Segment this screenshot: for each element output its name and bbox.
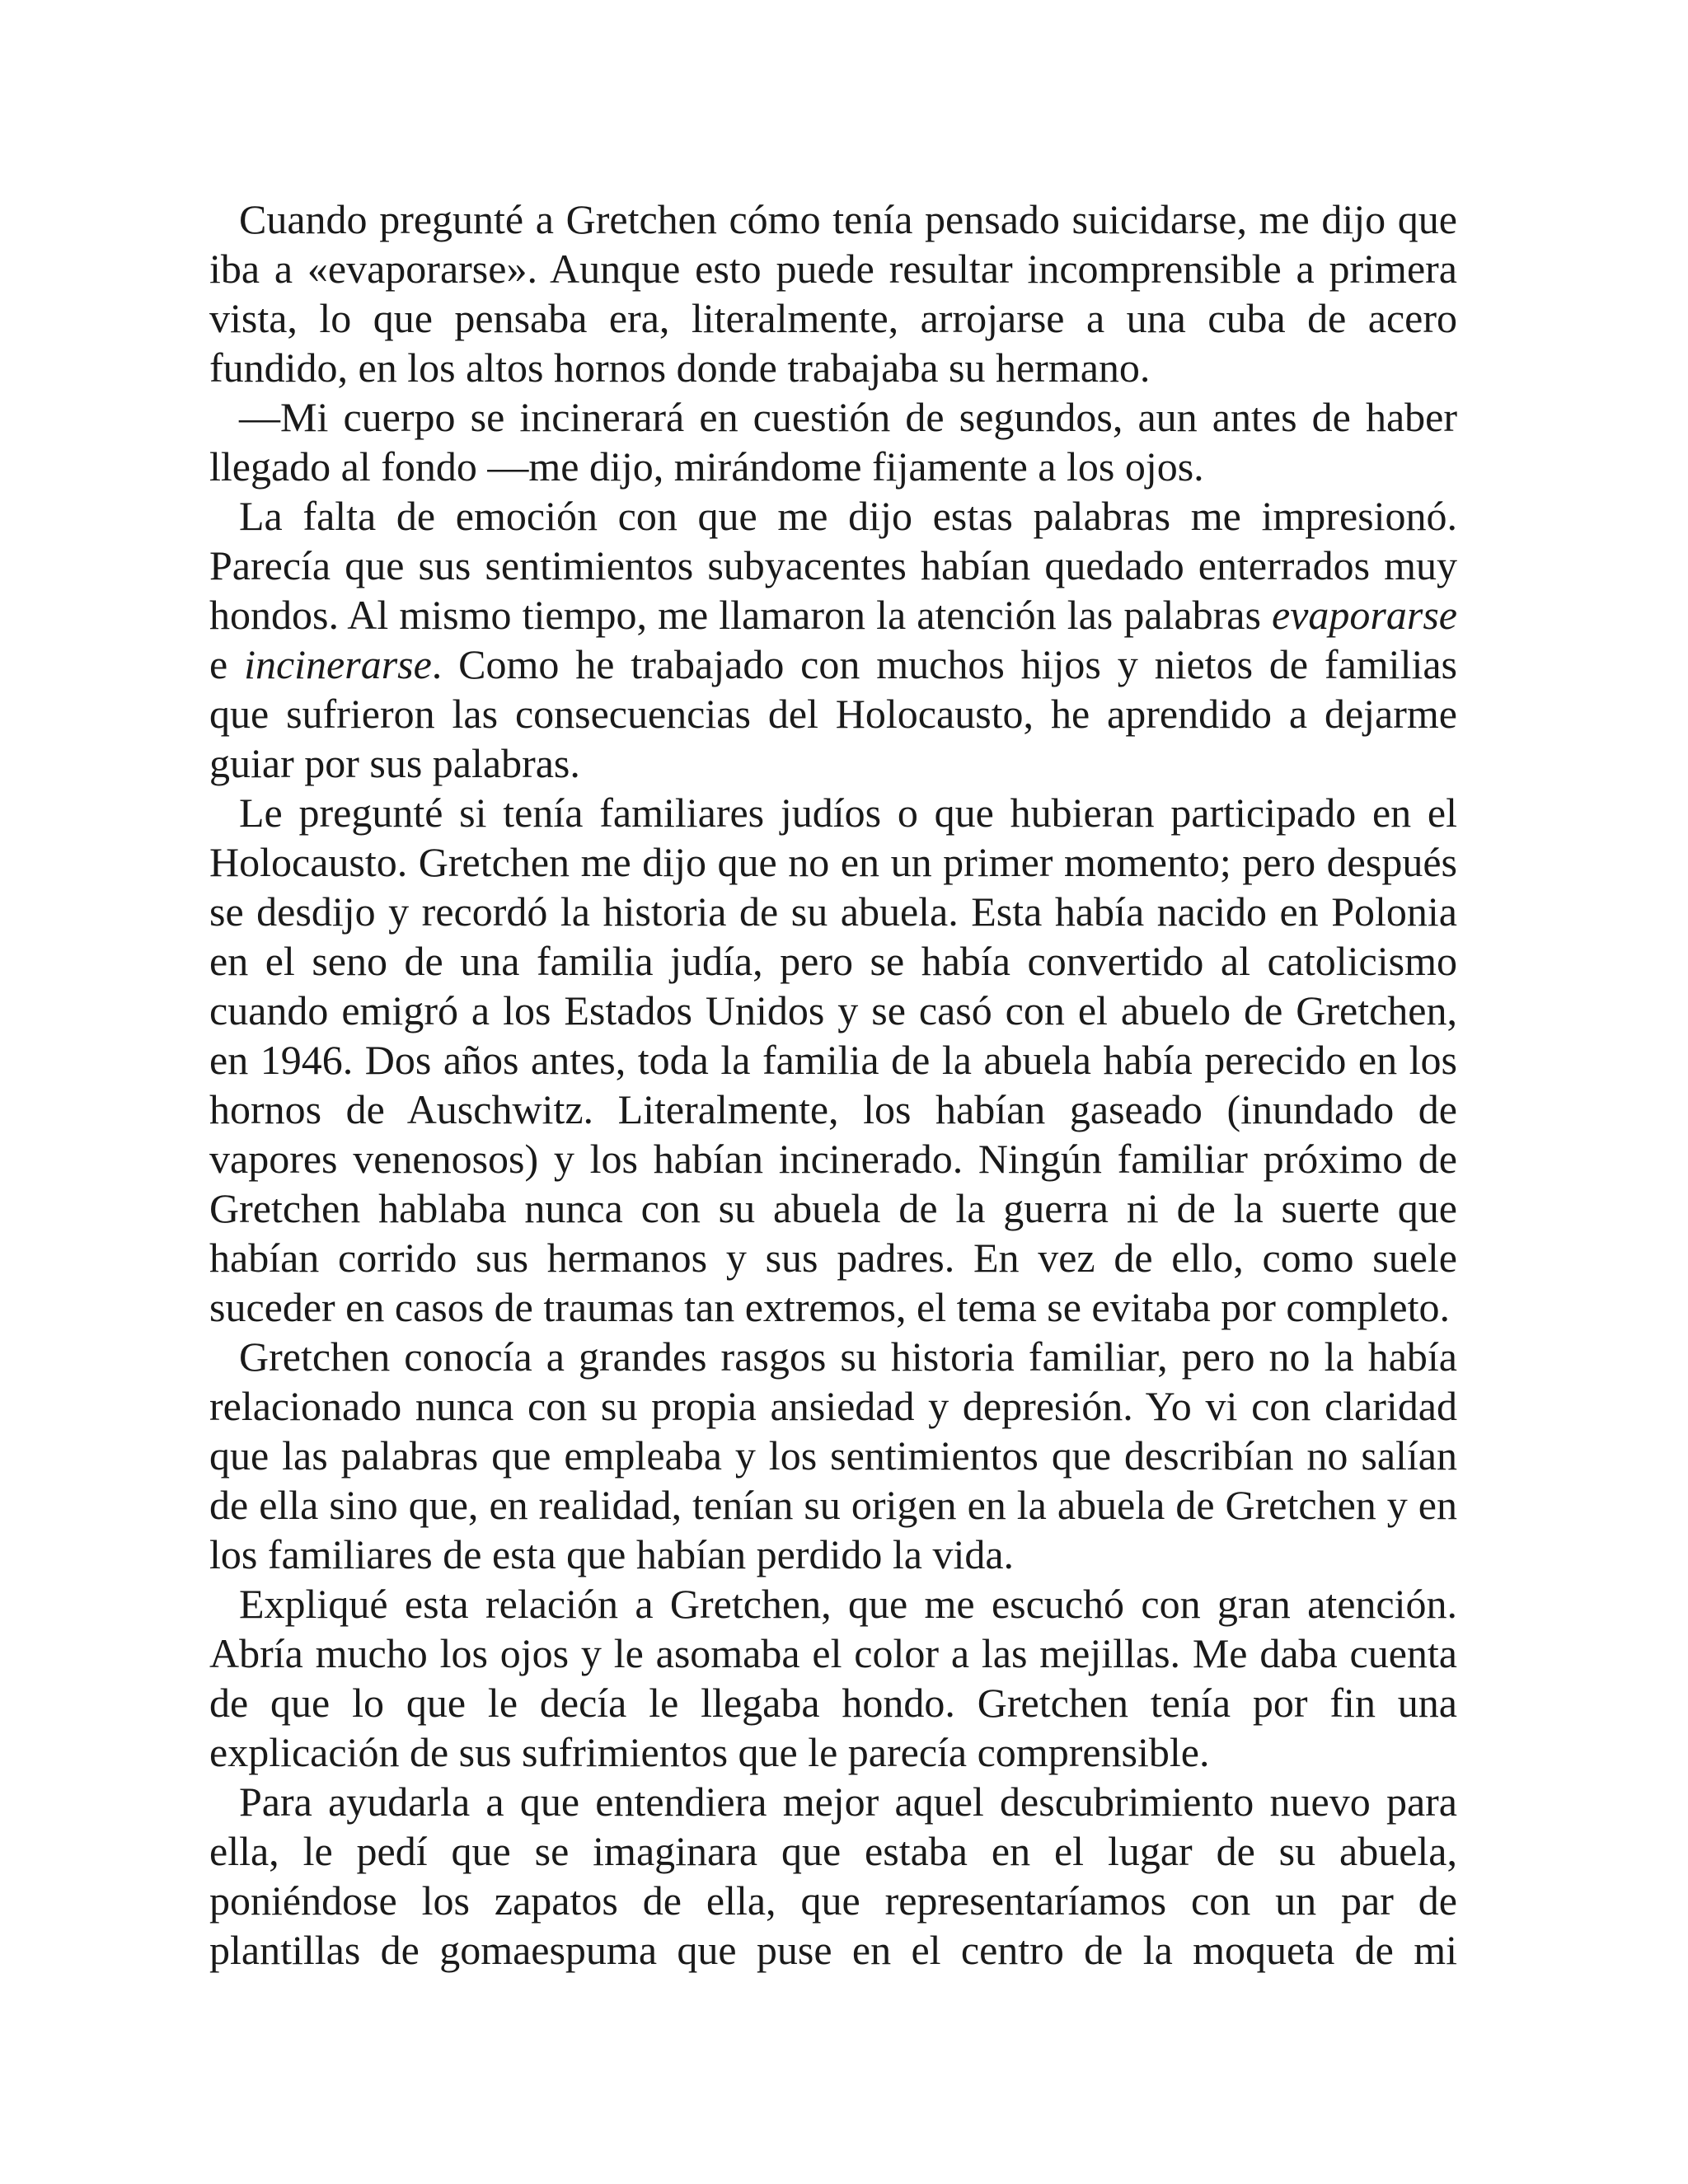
italic-word-evaporarse: evaporarse <box>1272 592 1457 638</box>
paragraph-3-text-c: . Como he trabajado con muchos hijos y nietos de familias que sufrieron las consecuencias del Holocausto, he aprendido a dejarme guiar por sus palabras. <box>209 641 1457 786</box>
paragraph-3-text-a: La falta de emoción con que me dijo estas palabras me impresionó. Parecía que sus sentimientos subyacentes habían quedado enterrados muy hondos. Al mismo tiempo, me llamaron la atención las palabras <box>209 493 1457 638</box>
page-body-text <box>209 194 1457 1975</box>
italic-word-incinerarse: incinerarse <box>244 641 432 687</box>
paragraph-3-text-b: e <box>209 641 245 687</box>
paragraph-3 <box>209 491 1457 788</box>
paragraph-4: Le pregunté si tenía familiares judíos o que hubieran participado en el Holocausto. Gretchen me dijo que no en un primer momento; pero después se desdijo y recordó la historia de su abuela. Esta había nacido en Polonia en el seno de una familia judía, pero se había convertido al catolicismo cuando emigró a los Estados Unidos y se casó con el abuelo de Gretchen, en 1946. Dos años antes, toda la familia de la abuela había perecido en los hornos de Auschwitz. Literalmente, los habían gaseado (inundado de vapores venenosos) y los habían incinerado. Ningún familiar próximo de Gretchen hablaba nunca con su abuela de la guerra ni de la suerte que habían corrido sus hermanos y sus padres. En vez de ello, como suele suceder en casos de traumas tan extremos, el tema se evitaba por completo. <box>209 790 1457 1330</box>
paragraph-6: Expliqué esta relación a Gretchen, que me escuchó con gran atención. Abría mucho los ojos y le asomaba el color a las mejillas. Me daba cuenta de que lo que le decía le llegaba hondo. Gretchen tenía por fin una explicación de sus sufrimientos que le parecía comprensible. <box>209 1581 1457 1775</box>
paragraph-2: —Mi cuerpo se incinerará en cuestión de segundos, aun antes de haber llegado al fondo —me dijo, mirándome fijamente a los ojos. <box>209 394 1457 490</box>
paragraph-5: Gretchen conocía a grandes rasgos su historia familiar, pero no la había relacionado nunca con su propia ansiedad y depresión. Yo vi con claridad que las palabras que empleaba y los sentimientos que describían no salían de ella sino que, en realidad, tenían su origen en la abuela de Gretchen y en los familiares de esta que habían perdido la vida. <box>209 1333 1457 1577</box>
paragraph-1: Cuando pregunté a Gretchen cómo tenía pensado suicidarse, me dijo que iba a «evaporarse». Aunque esto puede resultar incomprensible a primera vista, lo que pensaba era, literalmente, arrojarse a una cuba de acero fundido, en los altos hornos donde trabajaba su hermano. <box>209 196 1457 391</box>
paragraph-7: Para ayudarla a que entendiera mejor aquel descubrimiento nuevo para ella, le pedí que se imaginara que estaba en el lugar de su abuela, poniéndose los zapatos de ella, que representaríamos con un par de plantillas de gomaespuma que puse en el centro de la moqueta de mi <box>209 1779 1457 1973</box>
